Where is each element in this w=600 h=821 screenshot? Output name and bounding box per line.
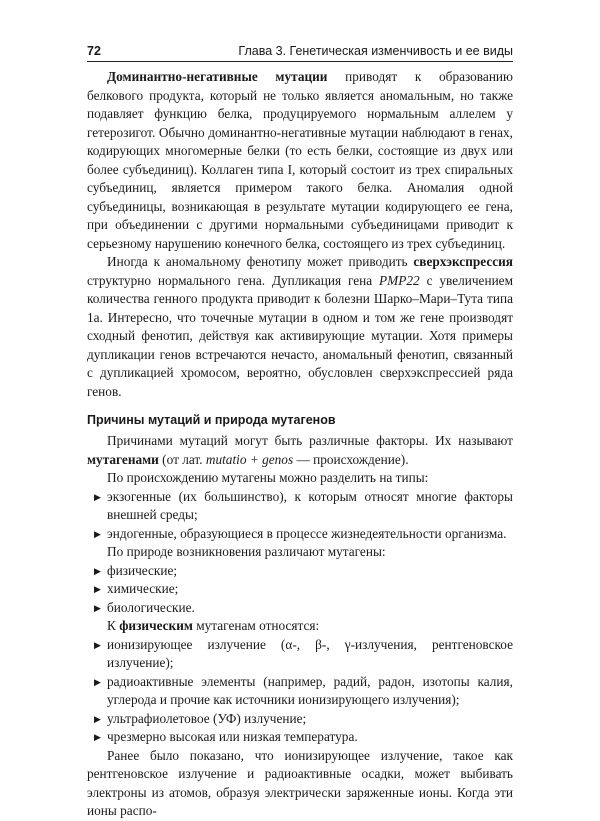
paragraph-by-origin: По происхождению мутагены можно разделить на типы: (107, 470, 429, 485)
paragraph-text: Причинами мутаций могут быть различные факторы. Их называют (107, 433, 513, 448)
triangle-bullet-icon: ▶ (94, 713, 101, 724)
paragraph-text: с увеличением количества генного продукта приводит к болезни Шарко–Мари–Тута типа 1а. Интересно, что точечные мутации в одном и том же гене производят сходный фенотип, действуя как активирующие мутации. Хотя примеры дупликации генов встречаются нечасто, аномальный фенотип, связанный с дупликацией хромосом, вероятно, обусловлен сверхэкспрессией ряда генов. (87, 272, 513, 399)
paragraph-text: Иногда к аномальному фенотипу может приводить (107, 254, 414, 269)
page-number: 72 (87, 44, 101, 58)
paragraph-text: структурно нормального гена. Дупликация гена (87, 272, 380, 288)
list-item: ▶ биологические. (87, 599, 513, 618)
paragraph-physical-mutagens (87, 617, 513, 636)
paragraph-text: (от лат. (158, 451, 206, 467)
paragraph-text: приводят к образованию белкового продукта, который не только является аномальным, но также подавляет функцию белка, продуцируемого нормальным аллелем у гетерозигот. Обычно доминантно-негативные мутации наблюдают в генах, кодирующих многомерные белки (то есть белки, состоящие из двух или более субъединиц). Коллаген типа I, который состоит из трех спиральных субъединиц, является примером такого белка. Аномалия одной субъединицы, возникающая в результате мутации кодирующего ее гена, при объединении с другими нормальными субъединицами приводит к серьезному нарушению конечного белка, состоящего из трех субъединиц. (87, 69, 513, 251)
triangle-bullet-icon: ▶ (94, 565, 101, 576)
triangle-bullet-icon: ▶ (94, 528, 101, 539)
triangle-bullet-icon: ▶ (94, 491, 101, 502)
header-divider (87, 61, 513, 62)
list-item: ▶ радиоактивные элементы (например, радий, радон, изотопы калия, углерода и прочие как источники ионизирующего излучения); (94, 673, 513, 707)
section-heading: Причины мутаций и природа мутагенов (87, 413, 336, 427)
paragraph-text: К (107, 618, 120, 633)
page-body (87, 68, 513, 821)
list-item: ▶ эндогенные, образующиеся в процессе жизнедеятельности организма. (87, 525, 513, 544)
list-item: ▶ экзогенные (их большинство), к которым относят многие факторы внешней среды; (94, 488, 513, 522)
list-item: ▶ ионизирующее излучение (α-, β-, γ-излучения, рентгеновское излучение); (94, 636, 513, 670)
term-physical: физическим (119, 618, 193, 633)
running-title: Глава 3. Генетическая изменчивость и ее виды (238, 44, 513, 58)
gene-name: PMP22 (379, 272, 420, 288)
list-item: ▶ химические; (87, 580, 513, 599)
triangle-bullet-icon: ▶ (94, 676, 101, 687)
paragraph-dominant-negative (87, 68, 513, 253)
paragraph-text: мутагенам относятся: (192, 618, 320, 633)
paragraph-text: — происхождение). (293, 451, 409, 467)
list-item: ▶ чрезмерно высокая или низкая температура. (87, 728, 513, 747)
term-overexpression: сверхэкспрессия (413, 254, 513, 269)
paragraph-mutagens-intro (87, 432, 513, 469)
list-physical-mutagens (87, 636, 513, 747)
list-item: ▶ физические; (87, 562, 513, 581)
page-header (87, 42, 513, 60)
paragraph-ionizing: Ранее было показано, что ионизирующее излучение, такое как рентгеновское излучение и радиоактивные осадки, может выбивать электроны из атомов, образуя электрически заряженные ионы. Когда эти ионы распо- (87, 747, 513, 818)
latin-etymology: mutatio + genos (205, 451, 294, 467)
paragraph-by-nature: По природе возникновения различают мутагены: (107, 544, 386, 559)
paragraph-overexpression (87, 253, 513, 401)
term-dominant-negative: Доминантно-негативные мутации (107, 69, 328, 84)
triangle-bullet-icon: ▶ (94, 584, 101, 594)
triangle-bullet-icon: ▶ (94, 639, 101, 650)
list-by-origin (87, 488, 513, 544)
triangle-bullet-icon: ▶ (94, 732, 101, 742)
triangle-bullet-icon: ▶ (94, 602, 101, 613)
list-item: ▶ ультрафиолетовое (УФ) излучение; (87, 710, 513, 729)
term-mutagens: мутагенами (87, 451, 159, 467)
list-by-nature (87, 562, 513, 618)
